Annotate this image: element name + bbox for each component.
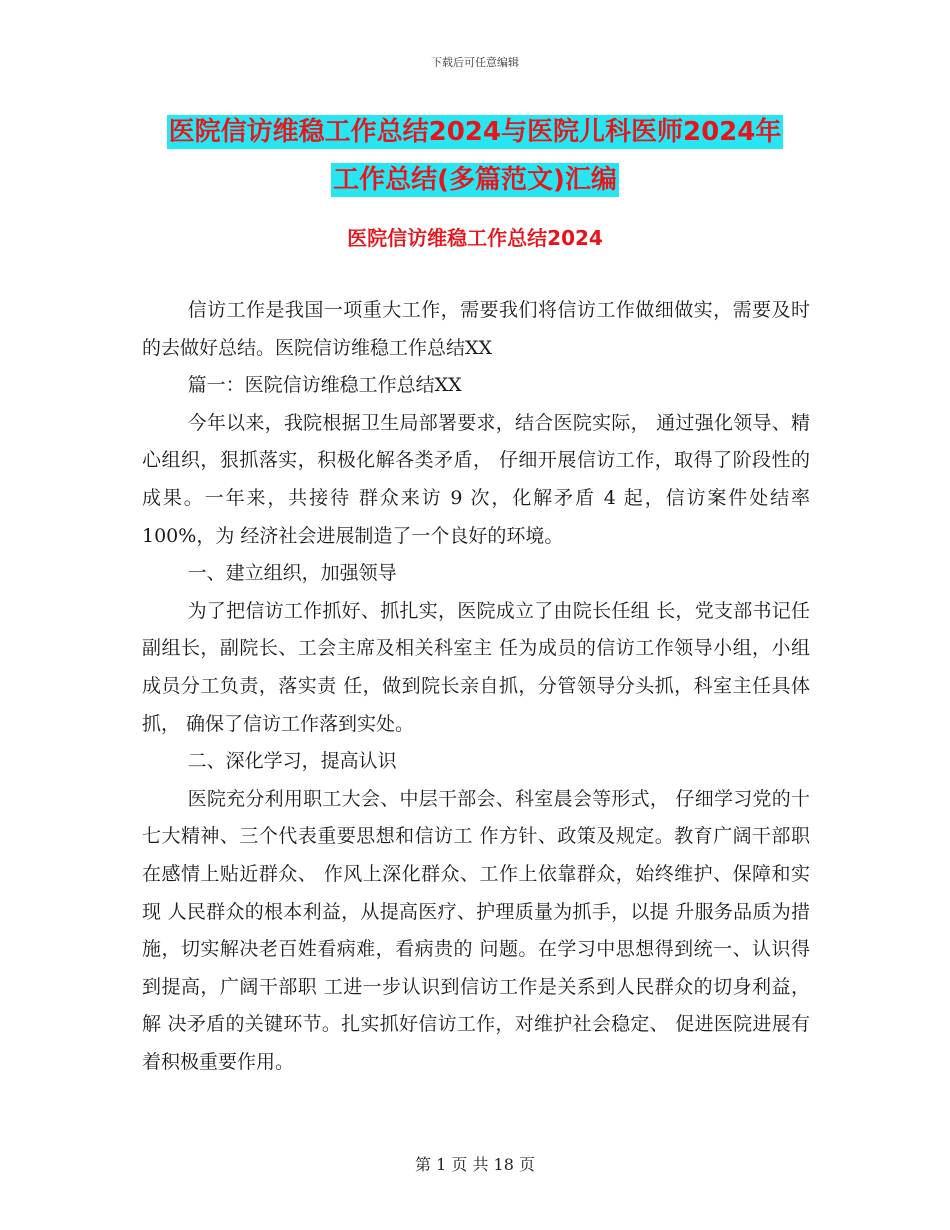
document-title-line-2: 工作总结(多篇范文)汇编	[333, 165, 617, 195]
document-title-line-1: 医院信访维稳工作总结2024与医院儿科医师2024年	[168, 117, 782, 147]
page-header-note: 下载后可任意编辑	[431, 56, 519, 69]
paragraph-heading-1: 一、建立组织，加强领导	[187, 562, 397, 585]
paragraph-chapter-heading: 篇一：医院信访维稳工作总结XX	[187, 374, 462, 397]
section-title: 医院信访维稳工作总结2024	[347, 226, 603, 250]
paragraph-organization: 为了把信访工作抓好、抓扎实，医院成立了由院长任组 长，党支部书记任副组长，副院长、工会主席及相关科室主 任为成员的信访工作领导小组，小组成员分工负责，落实责 任，做到院长亲自抓，分管领导分头抓，科室主任具体抓， 确保了信访工作落到实处。	[142, 599, 810, 735]
paragraph-study: 医院充分利用职工大会、中层干部会、科室晨会等形式， 仔细学习党的十七大精神、三个代表重要思想和信访工 作方针、政策及规定。教育广阔干部职在感情上贴近群众、 作风上深化群众、工作上依靠群众，始终维护、保障和实现 人民群众的根本利益，从提高医疗、护理质量为抓手，以提 升服务品质为措施，切实解决老百姓看病难，看病贵的 问题。在学习中思想得到统一、认识得到提高，广阔干部职 工进一步认识到信访工作是关系到人民群众的切身利益，解 决矛盾的关键环节。扎实抓好信访工作，对维护社会稳定、 促进医院进展有着积极重要作用。	[142, 787, 810, 1073]
document-body	[142, 292, 810, 1081]
paragraph-heading-2: 二、深化学习，提高认识	[187, 750, 397, 773]
page-number: 第 1 页 共 18 页	[415, 1155, 535, 1174]
document-title	[0, 108, 950, 204]
paragraph-overview: 今年以来，我院根据卫生局部署要求，结合医院实际， 通过强化领导、精心组织，狠抓落实，积极化解各类矛盾， 仔细开展信访工作，取得了阶段性的成果。一年来，共接待 群众来访 9 次，化解矛盾 4 起，信访案件处结率 100%，为 经济社会进展制造了一个良好的环境。	[142, 411, 810, 547]
paragraph-intro: 信访工作是我国一项重大工作，需要我们将信访工作做细做实，需要及时的去做好总结。医院信访维稳工作总结XX	[142, 299, 810, 359]
